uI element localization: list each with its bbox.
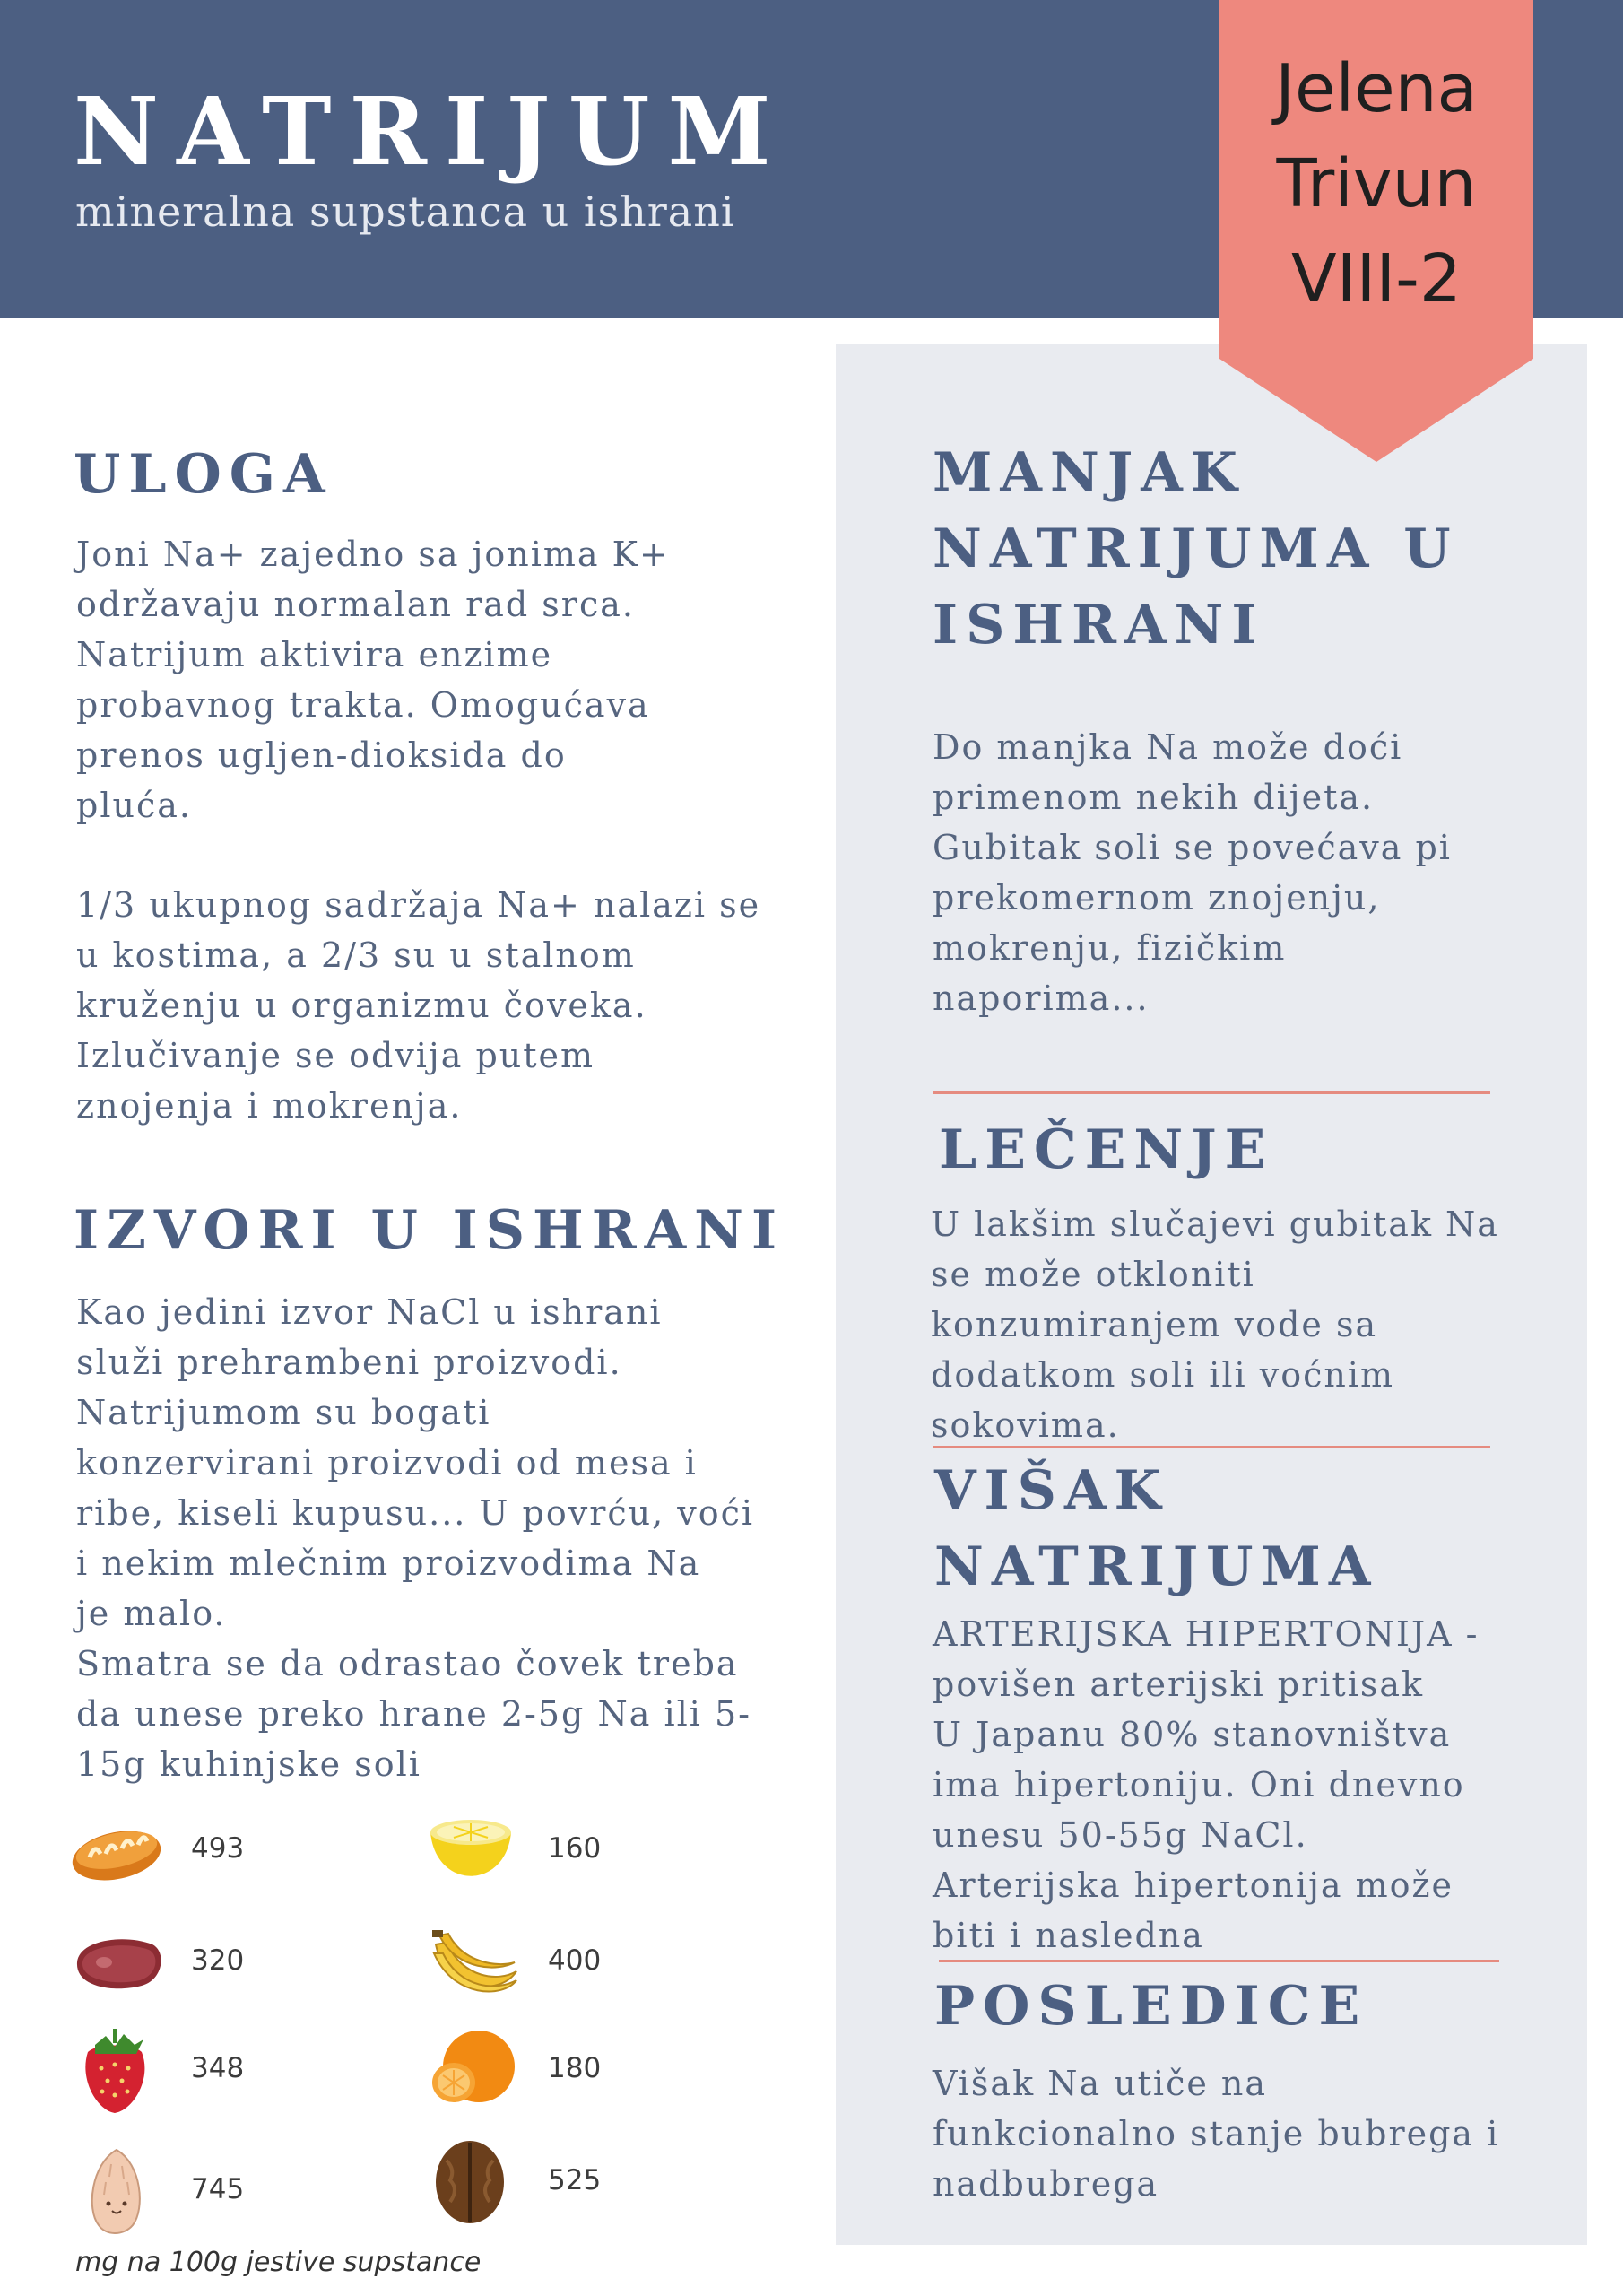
orange-icon	[427, 2025, 525, 2115]
visak-paragraph: ARTERIJSKA HIPERTONIJA - povišen arterijski pritisak U Japanu 80% stanovništva ima hipertoniju. Oni dnevno unesu 50-55g NaCl. Arterijska hipertonija može biti i nasledna	[933, 1614, 1480, 1955]
meat-value: 320	[191, 1944, 245, 1977]
divider-line-1	[933, 1091, 1490, 1094]
uloga-paragraph-2: 1/3 ukupnog sadržaja Na+ nalazi se u kostima, a 2/3 su u stalnom kruženju u organizmu čoveka. Izlučivanje se odvija putem znojenja i mokrenja.	[76, 885, 761, 1126]
banana-value: 400	[548, 1944, 602, 1977]
author-first-name: Jelena	[1275, 50, 1478, 127]
bread-value: 493	[191, 1832, 245, 1865]
uloga-paragraph-1: Joni Na+ zajedno sa jonima K+ održavaju normalan rad srca. Natrijum aktivira enzime probavnog trakta. Omogućava prenos ugljen-dioksida do pluća.	[76, 535, 670, 825]
heading-manjak: MANJAK NATRIJUMA U ISHRANI	[933, 441, 1459, 657]
walnut-value: 525	[548, 2164, 602, 2196]
lemon-value: 160	[548, 1832, 602, 1865]
orange-value: 180	[548, 2052, 602, 2084]
strawberry-value: 348	[191, 2052, 245, 2084]
strawberry-icon	[70, 2025, 169, 2115]
almond-icon	[70, 2146, 169, 2236]
manjak-paragraph: Do manjka Na može doći primenom nekih dijeta. Gubitak soli se povećava pi prekomernom znojenju, mokrenju, fizičkim naporima...	[933, 727, 1452, 1018]
posledice-paragraph: Višak Na utiče na funkcionalno stanje bubrega i nadbubrega	[933, 2064, 1500, 2204]
lecenje-paragraph: U lakšim slučajevi gubitak Na se može otkloniti konzumiranjem vode sa dodatkom soli ili voćnim sokovima.	[931, 1205, 1499, 1445]
page-title: NATRIJUM	[74, 76, 789, 187]
author-ribbon	[1219, 0, 1533, 462]
divider-line-3	[939, 1960, 1499, 1962]
author-class: VIII-2	[1291, 240, 1462, 317]
heading-visak: VIŠAK NATRIJUMA	[934, 1459, 1379, 1598]
heading-izvori: IZVORI U ISHRANI	[74, 1199, 785, 1262]
izvori-paragraph: Kao jedini izvor NaCl u ishrani služi prehrambeni proizvodi. Natrijumom su bogati konzervirani proizvodi od mesa i ribe, kiseli kupusu... U povrću, voći i nekim mlečnim proizvodima Na je malo. Smatra se da odrastao čovek treba da unese preko hrane 2-5g Na ili 5- 15g kuhinjske soli	[76, 1292, 755, 1784]
divider-line-2	[933, 1446, 1490, 1448]
almond-value: 745	[191, 2173, 245, 2205]
foods-footnote: mg na 100g jestive supstance	[75, 2247, 482, 2278]
author-last-name: Trivun	[1276, 145, 1477, 222]
walnut-icon	[427, 2137, 525, 2227]
heading-uloga: ULOGA	[74, 443, 334, 506]
meat-icon	[70, 1918, 169, 2007]
banana-icon	[427, 1918, 525, 2007]
page-subtitle: mineralna supstanca u ishrani	[75, 187, 735, 236]
bread-icon	[70, 1805, 169, 1895]
lemon-icon	[427, 1805, 525, 1895]
heading-lecenje: LEČENJE	[939, 1118, 1274, 1181]
heading-posledice: POSLEDICE	[934, 1975, 1368, 2038]
